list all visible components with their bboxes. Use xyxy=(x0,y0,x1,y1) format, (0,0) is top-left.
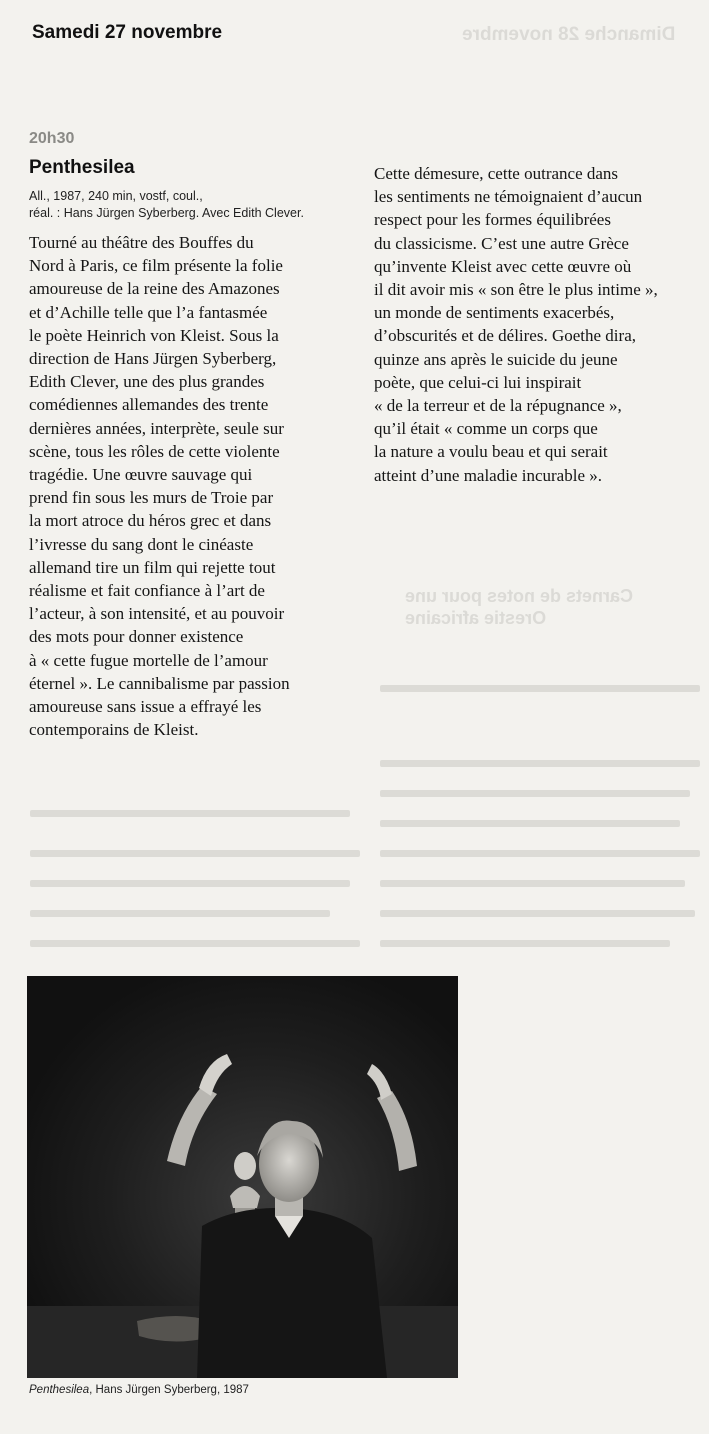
bleed-through-rule xyxy=(30,810,350,817)
credits-line: All., 1987, 240 min, vostf, coul., xyxy=(29,189,203,203)
text-line: l’acteur, à son intensité, et au pouvoir xyxy=(29,604,285,624)
text-line: scène, tous les rôles de cette violente xyxy=(29,441,280,461)
bleed-through-rule xyxy=(380,940,670,947)
text-line: des mots pour donner existence xyxy=(29,627,244,647)
photo-caption xyxy=(29,1384,249,1396)
text-line: les sentiments ne témoignaient d’aucun xyxy=(374,187,643,207)
bleed-through-rule xyxy=(380,910,695,917)
text-line: amoureuse de la reine des Amazones xyxy=(29,279,280,299)
text-line: éternel ». Le cannibalisme par passion xyxy=(29,673,290,693)
text-line: à « cette fugue mortelle de l’amour xyxy=(29,650,268,670)
text-line: Cette démesure, cette outrance dans xyxy=(374,164,619,183)
text-line: il dit avoir mis « son être le plus intime », xyxy=(374,280,658,300)
text-line: comédiennes allemandes des trente xyxy=(29,395,269,415)
bleed-through-rule xyxy=(380,880,685,887)
bleed-through-rule xyxy=(380,685,700,692)
synopsis-column-1 xyxy=(29,231,359,741)
film-title: Penthesilea xyxy=(29,157,135,178)
page-day-heading: Samedi 27 novembre xyxy=(32,22,223,43)
text-line: Nord à Paris, ce film présente la folie xyxy=(29,256,283,276)
text-line: Tourné au théâtre des Bouffes du xyxy=(29,233,254,252)
caption-credit: , Hans Jürgen Syberberg, 1987 xyxy=(89,1384,249,1396)
bleed-through-rule xyxy=(380,760,700,767)
film-still-photo xyxy=(27,976,458,1378)
bleed-through-rule xyxy=(380,820,680,827)
bleed-through-rule xyxy=(30,910,330,917)
text-line: Edith Clever, une des plus grandes xyxy=(29,372,265,392)
text-line: allemand tire un film qui rejette tout xyxy=(29,557,276,577)
text-line: la nature a voulu beau et qui serait xyxy=(374,442,608,462)
film-still-image xyxy=(27,976,458,1378)
text-line: la mort atroce du héros grec et dans xyxy=(29,511,272,531)
text-line: qu’invente Kleist avec cette œuvre où xyxy=(374,256,632,276)
text-line: du classicisme. C’est une autre Grèce xyxy=(374,233,629,253)
text-line: et d’Achille telle que l’a fantasmée xyxy=(29,302,268,322)
text-line: réalisme et fait confiance à l’art de xyxy=(29,581,265,601)
caption-film-title: Penthesilea xyxy=(29,1384,90,1396)
text-line: le poète Heinrich von Kleist. Sous la xyxy=(29,325,279,345)
text-line: un monde de sentiments exacerbés, xyxy=(374,303,615,323)
text-line: direction de Hans Jürgen Syberberg, xyxy=(29,349,277,369)
text-line: prend fin sous les murs de Troie par xyxy=(29,488,274,508)
text-line: contemporains de Kleist. xyxy=(29,720,199,740)
film-credits xyxy=(29,188,359,222)
bleed-through-rule xyxy=(380,790,690,797)
credits-line: réal. : Hans Jürgen Syberberg. Avec Edith Clever. xyxy=(29,206,304,220)
text-line: qu’il était « comme un corps que xyxy=(374,419,598,439)
bleed-through-rule xyxy=(30,850,360,857)
text-line: quinze ans après le suicide du jeune xyxy=(374,349,618,369)
bleed-through-rule xyxy=(380,850,700,857)
text-line: dernières années, interprète, seule sur xyxy=(29,418,284,438)
text-line: d’obscurités et de délires. Goethe dira, xyxy=(374,326,636,346)
synopsis-column-2 xyxy=(374,162,699,487)
text-line: poète, que celui-ci lui inspirait xyxy=(374,372,582,392)
screening-time: 20h30 xyxy=(29,130,75,147)
text-line: « de la terreur et de la répugnance », xyxy=(374,396,622,416)
text-line: amoureuse sans issue a effrayé les xyxy=(29,697,262,717)
text-line: respect pour les formes équilibrées xyxy=(374,210,611,230)
text-line: atteint d’une maladie incurable ». xyxy=(374,465,602,485)
bleed-through-rule xyxy=(30,880,350,887)
text-line: tragédie. Une œuvre sauvage qui xyxy=(29,465,253,485)
bleed-through-rule xyxy=(30,940,360,947)
bleed-through-heading: Carnets de notes pour une Orestie africaine xyxy=(405,586,634,628)
bleed-through-day: Dimanche 28 novembre xyxy=(462,24,676,45)
text-line: l’ivresse du sang dont le cinéaste xyxy=(29,534,254,554)
